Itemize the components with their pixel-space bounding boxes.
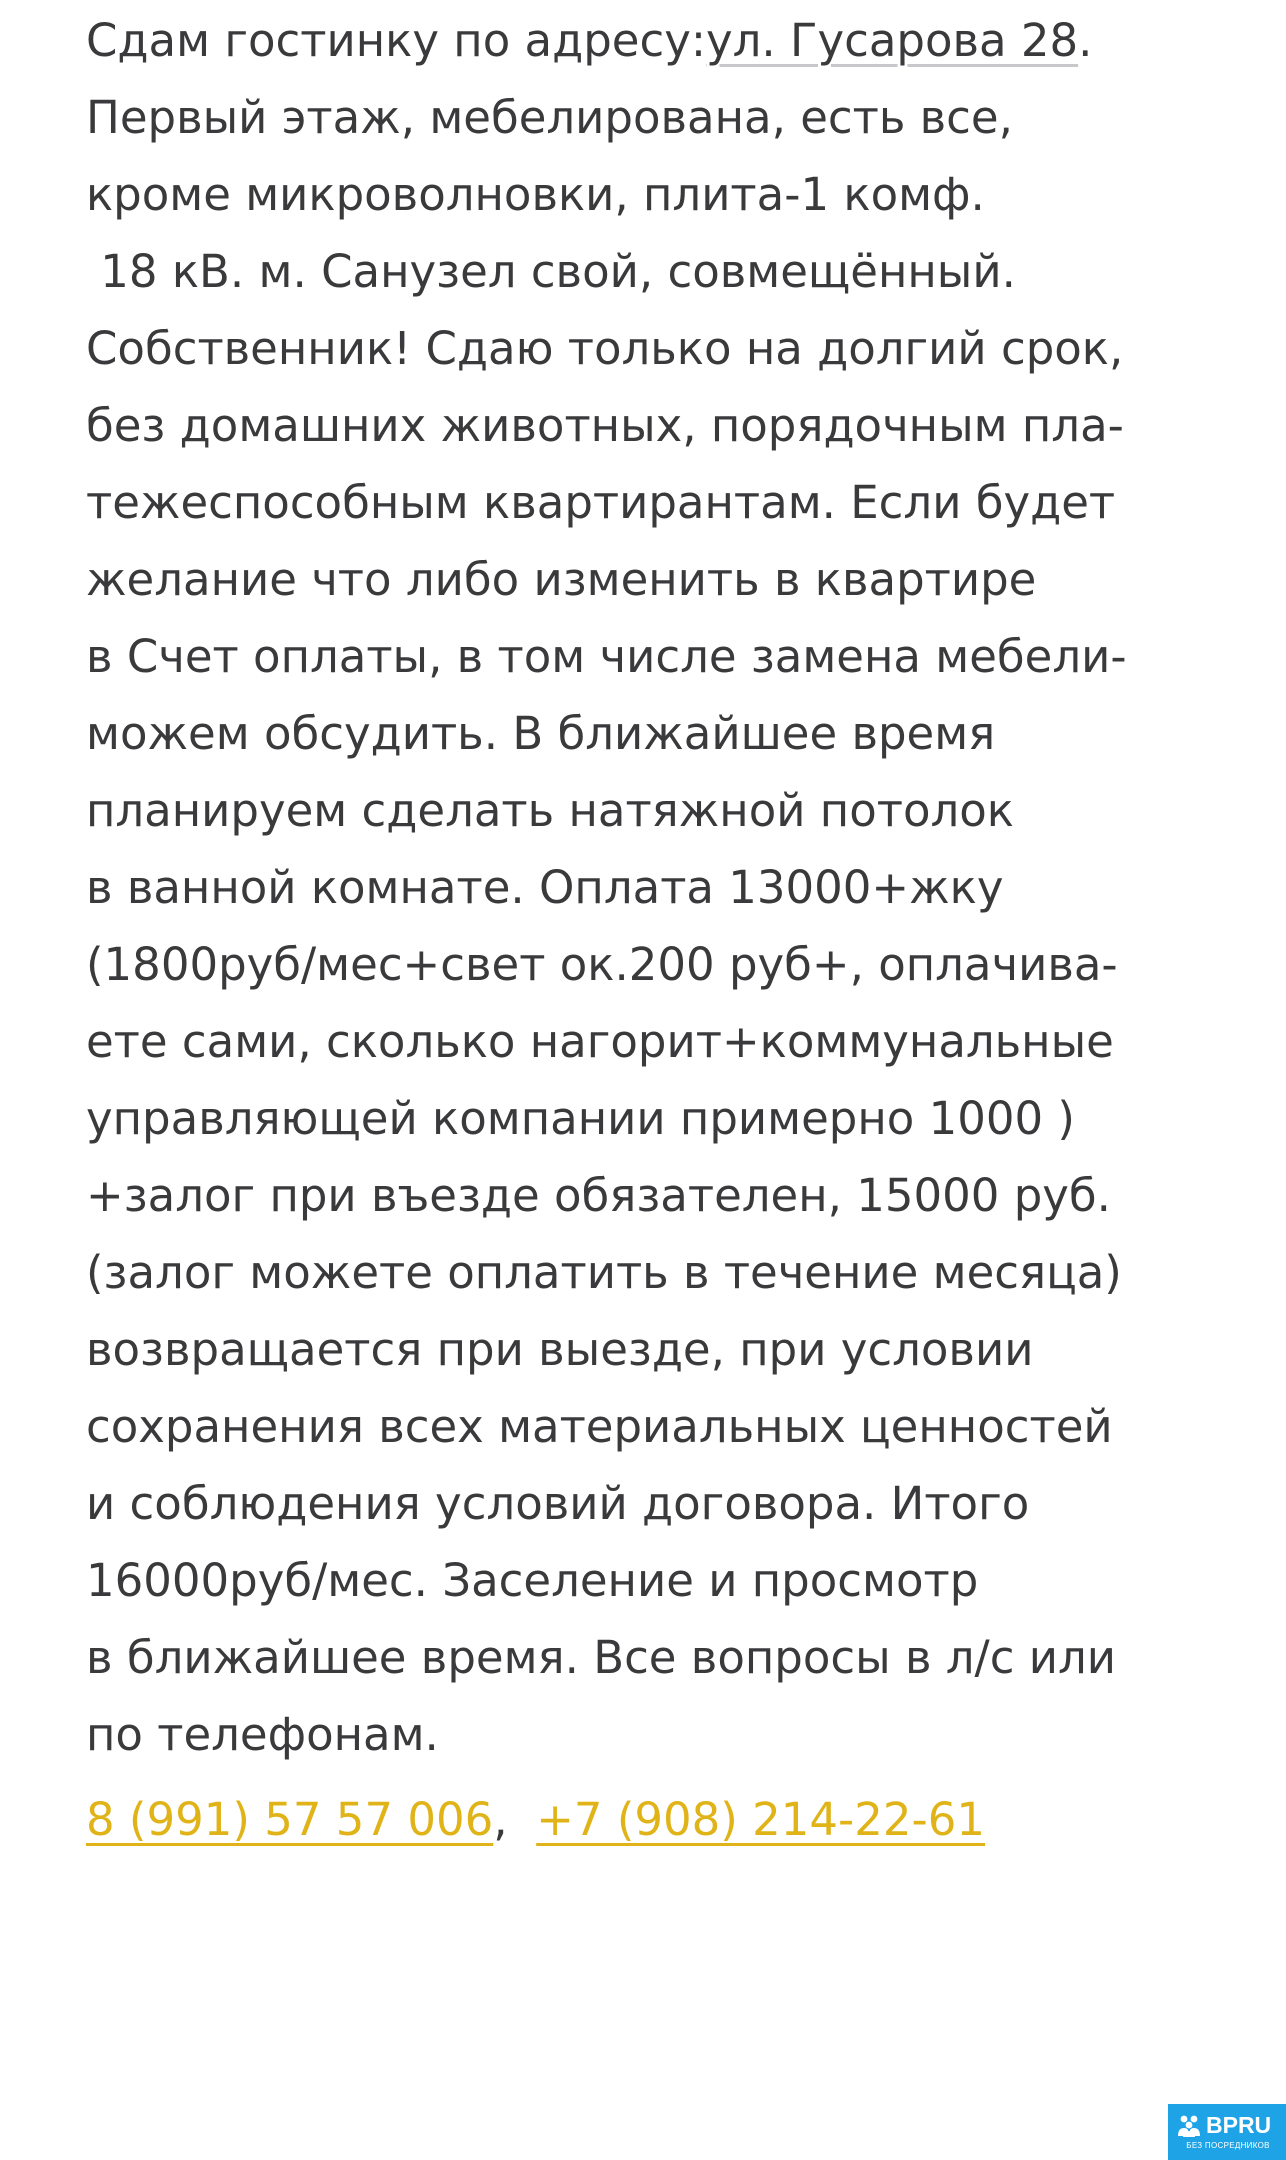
address-link[interactable]: ул. Гусарова 28 [706,14,1079,67]
watermark-subtitle: БЕЗ ПОСРЕДНИКОВ [1186,2141,1270,2150]
listing-line-14: ете сами, сколько нагорит+коммунальные [86,1015,1114,1068]
people-group-icon [1176,2112,1202,2138]
listing-line-3: кроме микроволновки, плита-1 комф. [86,168,985,221]
listing-line-1 [86,2,1246,79]
listing-line-4: 18 кВ. м. Санузел свой, совмещённый. [86,245,1016,298]
listing-line-7: тежеспособным квартирантам. Если будет [86,476,1116,529]
listing-line-17: (залог можете оплатить в течение месяца) [86,1246,1122,1299]
listing-line-13: (1800руб/мес+свет ок.200 руб+, оплачива- [86,938,1118,991]
watermark-brand: BPRU [1206,2112,1272,2138]
listing-line-18: возвращается при выезде, при условии [86,1323,1034,1376]
phone-numbers [86,1781,1246,1858]
listing-line-23: по телефонам. [86,1708,439,1761]
listing-line-12: в ванной комнате. Оплата 13000+жку [86,861,1004,914]
listing-line-21: 16000руб/мес. Заселение и просмотр [86,1554,979,1607]
listing-line-16: +залог при въезде обязателен, 15000 руб. [86,1169,1111,1222]
listing-line-11: планируем сделать натяжной потолок [86,784,1014,837]
listing-line-1-prefix: Сдам гостинку по адресу: [86,14,707,67]
listing-line-5: Собственник! Сдаю только на долгий срок, [86,322,1124,375]
listing-line-6: без домашних животных, порядочным пла- [86,399,1124,452]
listing-line-22: в ближайшее время. Все вопросы в л/с или [86,1631,1116,1684]
listing-line-10: можем обсудить. В ближайшее время [86,707,996,760]
listing-line-2: Первый этаж, мебелирована, есть все, [86,91,1013,144]
listing-line-1-suffix: . [1078,14,1093,67]
watermark-top [1176,2110,1280,2140]
listing-note [86,2,1246,1858]
listing-line-8: желание что либо изменить в квартире [86,553,1037,606]
phone-link-2[interactable]: +7 (908) 214-22-61 [536,1793,986,1846]
listing-line-9: в Счет оплаты, в том числе замена мебели- [86,630,1127,683]
bpru-watermark [1168,2104,1286,2160]
phone-separator: , [493,1793,537,1846]
listing-line-20: и соблюдения условий договора. Итого [86,1477,1030,1530]
listing-line-19: сохранения всех материальных ценностей [86,1400,1113,1453]
listing-line-15: управляющей компании примерно 1000 ) [86,1092,1075,1145]
phone-link-1[interactable]: 8 (991) 57 57 006 [86,1793,494,1846]
